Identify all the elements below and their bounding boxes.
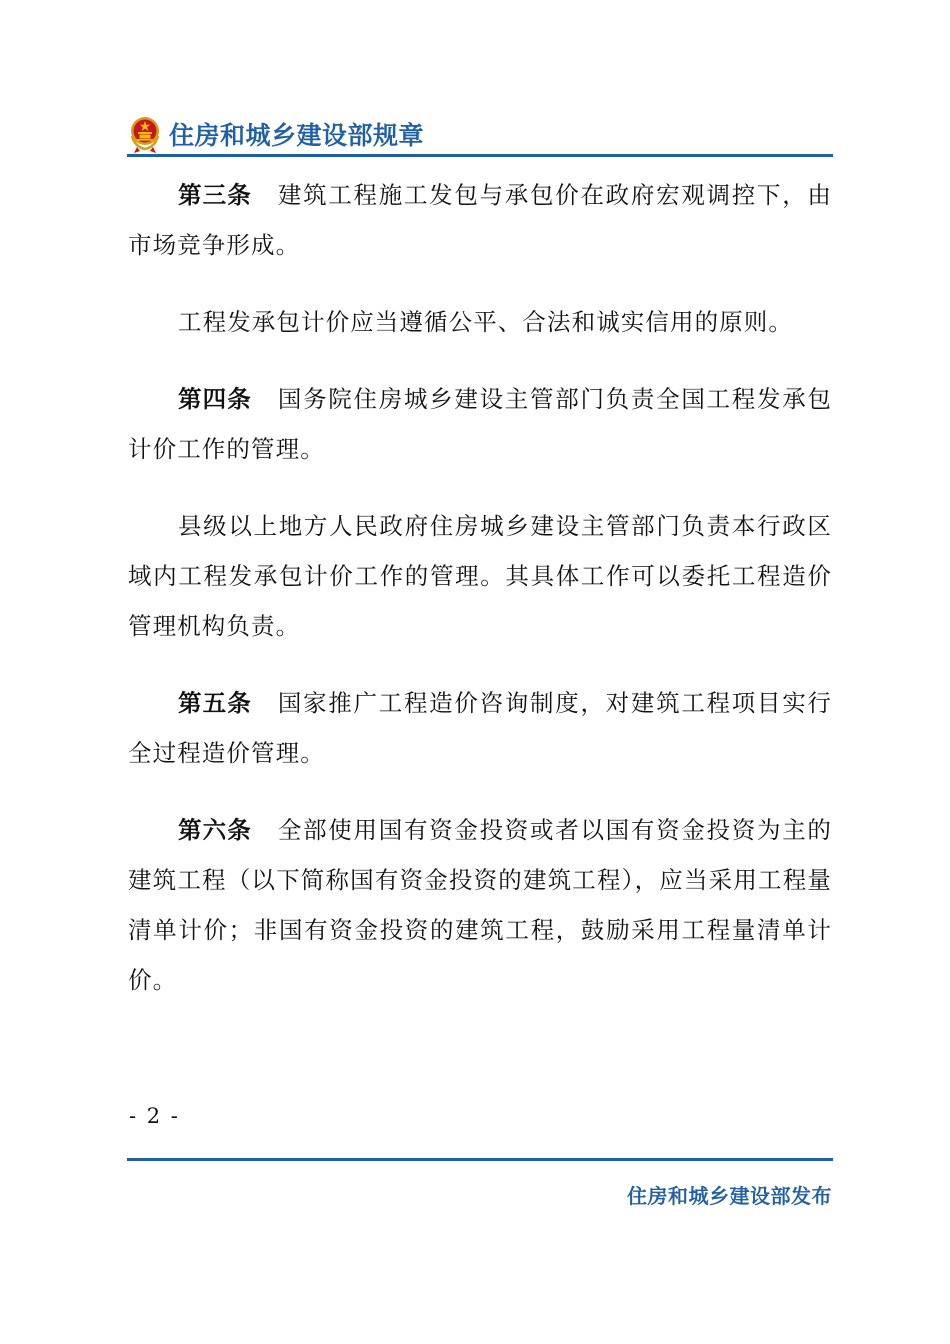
article-text: 建筑工程施工发包与承包价在政府宏观调控下，由市场竞争形成。 bbox=[128, 181, 833, 259]
footer-publisher: 住房和城乡建设部发布 bbox=[627, 1184, 832, 1208]
article-text: 国家推广工程造价咨询制度，对建筑工程项目实行全过程造价管理。 bbox=[128, 689, 833, 767]
article-paragraph bbox=[128, 297, 832, 347]
article-paragraph bbox=[128, 170, 832, 270]
header-title: 住房和城乡建设部规章 bbox=[169, 121, 425, 150]
header-divider bbox=[127, 154, 833, 157]
article-label: 第三条 bbox=[178, 181, 252, 209]
article-paragraph bbox=[128, 678, 832, 778]
article-text: 国务院住房城乡建设主管部门负责全国工程发承包计价工作的管理。 bbox=[128, 385, 833, 463]
article-label: 第六条 bbox=[178, 816, 252, 844]
document-body bbox=[128, 170, 832, 1032]
page-number: - 2 - bbox=[129, 1104, 180, 1128]
footer-divider bbox=[127, 1158, 833, 1161]
article-paragraph bbox=[128, 805, 832, 1005]
article-paragraph bbox=[128, 501, 832, 651]
article-paragraph bbox=[128, 374, 832, 474]
article-text: 全部使用国有资金投资或者以国有资金投资为主的建筑工程（以下简称国有资金投资的建筑工程），应当采用工程量清单计价；非国有资金投资的建筑工程，鼓励采用工程量清单计价。 bbox=[128, 816, 833, 994]
article-label: 第四条 bbox=[178, 385, 252, 413]
article-label: 第五条 bbox=[178, 689, 252, 717]
document-header bbox=[127, 112, 833, 156]
national-emblem-icon bbox=[127, 114, 163, 154]
article-text: 工程发承包计价应当遵循公平、合法和诚实信用的原则。 bbox=[178, 308, 793, 336]
article-text: 县级以上地方人民政府住房城乡建设主管部门负责本行政区域内工程发承包计价工作的管理。其具体工作可以委托工程造价管理机构负责。 bbox=[128, 512, 832, 640]
